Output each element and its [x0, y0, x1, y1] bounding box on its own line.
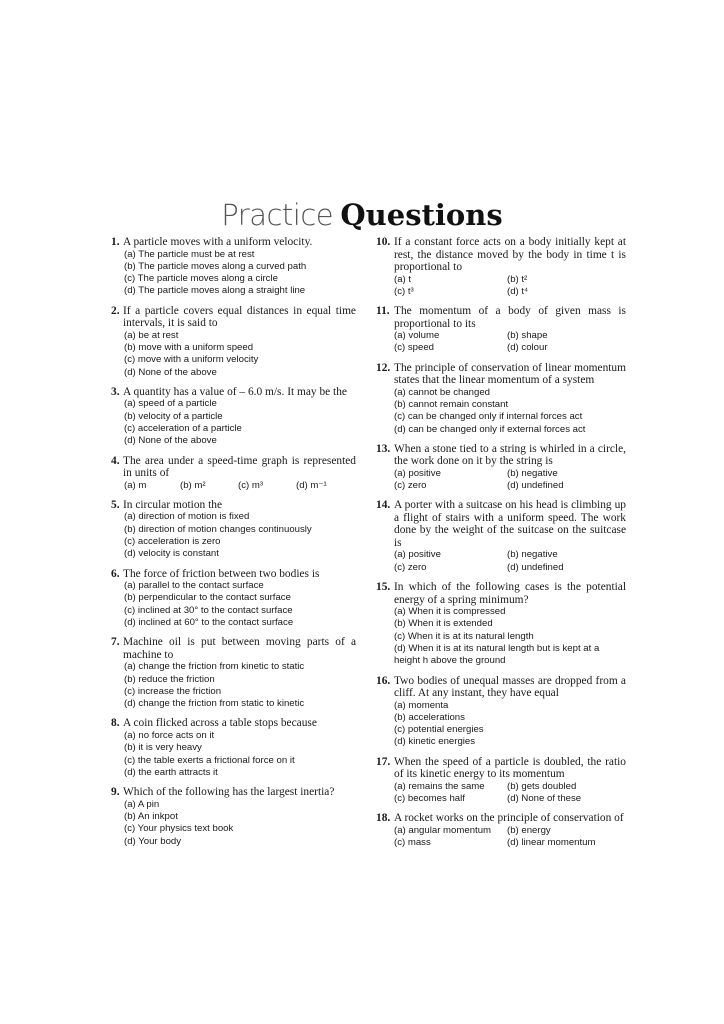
question-text: 4. The area under a speed-time graph is represented in units of — [111, 454, 356, 480]
option: (c) mass — [394, 837, 431, 849]
option: (c) When it is at its natural length — [394, 630, 534, 642]
option: (b) cannot remain constant — [394, 398, 509, 410]
option: (d) When it is at its natural length but is kept at a height h above the ground — [394, 642, 600, 667]
question-text: 5. In circular motion the — [111, 498, 223, 511]
option: (b) reduce the friction — [124, 673, 215, 685]
option: (d) kinetic energies — [394, 736, 476, 748]
option: (d) the earth attracts it — [124, 766, 218, 778]
question-number: 7. — [111, 636, 120, 649]
option: (c) acceleration is zero — [124, 535, 221, 547]
option-row — [376, 274, 626, 286]
option: (d) undefined — [507, 561, 564, 573]
option-row — [376, 549, 626, 561]
question-7 — [111, 636, 356, 710]
option: (a) cannot be changed — [394, 386, 491, 398]
option: (b) m² — [180, 479, 206, 491]
option: (b) accelerations — [394, 711, 465, 723]
question-2 — [111, 305, 356, 379]
option-row — [111, 480, 356, 492]
question-number: 9. — [111, 786, 120, 799]
option-row — [376, 562, 626, 574]
option: (a) volume — [394, 330, 440, 342]
option: (a) direction of motion is fixed — [124, 511, 250, 523]
option: (b) perpendicular to the contact surface — [124, 592, 291, 604]
left-column — [111, 236, 356, 855]
question-text: 16. Two bodies of unequal masses are dropped from a cliff. At any instant, they have equal — [376, 674, 626, 700]
question-number: 12. — [376, 361, 391, 374]
right-column — [376, 236, 626, 856]
option: (d) inclined at 60° to the contact surface — [124, 616, 294, 628]
option: (c) the table exerts a frictional force on it — [124, 754, 295, 766]
option: (c) can be changed only if internal forces act — [394, 411, 583, 423]
question-number: 2. — [111, 304, 120, 317]
option: (b) When it is extended — [394, 618, 493, 630]
option: (c) speed — [394, 342, 434, 354]
question-text: 17. When the speed of a particle is doubled, the ratio of its kinetic energy to its momentum — [376, 755, 626, 781]
option: (a) m — [124, 479, 147, 491]
option: (d) None of the above — [124, 366, 217, 378]
option-row — [376, 286, 626, 298]
option-row — [376, 480, 626, 492]
option: (c) The particle moves along a circle — [124, 273, 278, 285]
question-number: 16. — [376, 674, 391, 687]
question-number: 10. — [376, 236, 391, 248]
option: (b) t² — [507, 273, 528, 285]
title-bold: Questions — [340, 198, 503, 232]
option: (c) acceleration of a particle — [124, 422, 242, 434]
option-row — [376, 825, 626, 837]
option: (d) t⁴ — [507, 285, 529, 297]
question-text: 3. A quantity has a value of – 6.0 m/s. It may be the — [111, 385, 347, 398]
question-number: 15. — [376, 581, 391, 594]
option: (a) positive — [394, 549, 441, 561]
option: (a) momenta — [394, 699, 449, 711]
option: (c) potential energies — [394, 724, 484, 736]
question-number: 13. — [376, 442, 391, 455]
option: (d) The particle moves along a straight line — [124, 285, 306, 297]
option: (d) m⁻¹ — [296, 479, 327, 491]
question-text: 12. The principle of conservation of linear momentum states that the linear momentum of a system — [376, 361, 626, 387]
question-text: 14. A porter with a suitcase on his head is climbing up a flight of stairs with a uniform speed. The work done by the weight of the suitcase on the suitcase is — [376, 499, 626, 549]
question-number: 3. — [111, 385, 120, 398]
option: (a) t — [394, 273, 412, 285]
question-text: 8. A coin flicked across a table stops because — [111, 717, 317, 730]
page-title — [0, 197, 724, 234]
question-6 — [111, 568, 356, 630]
option: (d) None of these — [507, 793, 582, 805]
option: (a) angular momentum — [394, 824, 492, 836]
option-row — [376, 781, 626, 793]
option: (c) m³ — [238, 479, 264, 491]
option: (a) parallel to the contact surface — [124, 580, 264, 592]
question-5 — [111, 499, 356, 561]
question-13 — [376, 443, 626, 493]
option: (b) gets doubled — [507, 780, 577, 792]
option: (b) direction of motion changes continuously — [124, 523, 312, 535]
question-17 — [376, 756, 626, 806]
option: (d) change the friction from static to kinetic — [124, 698, 305, 710]
option-row — [376, 837, 626, 849]
question-text: 11. The momentum of a body of given mass is proportional to its — [376, 305, 626, 330]
option-row — [376, 342, 626, 354]
question-number: 6. — [111, 567, 120, 580]
option: (b) An inkpot — [124, 810, 178, 822]
question-12 — [376, 362, 626, 436]
question-9 — [111, 786, 356, 848]
question-text: 18. A rocket works on the principle of conservation of — [376, 812, 624, 825]
option: (c) zero — [394, 480, 427, 492]
option: (d) undefined — [507, 480, 564, 492]
question-16 — [376, 675, 626, 749]
option: (d) linear momentum — [507, 837, 596, 849]
question-15 — [376, 581, 626, 667]
option: (c) inclined at 30° to the contact surface — [124, 604, 293, 616]
question-number: 4. — [111, 454, 120, 467]
option: (b) negative — [507, 549, 558, 561]
option: (d) Your body — [124, 835, 182, 847]
option: (a) speed of a particle — [124, 398, 217, 410]
question-1 — [111, 236, 356, 298]
option: (c) increase the friction — [124, 685, 222, 697]
option: (c) Your physics text book — [124, 823, 234, 835]
question-text: 7. Machine oil is put between moving parts of a machine to — [111, 636, 356, 661]
question-number: 5. — [111, 498, 120, 511]
option: (a) positive — [394, 467, 441, 479]
option: (d) can be changed only if external forces act — [394, 423, 586, 435]
question-11 — [376, 305, 626, 355]
question-number: 17. — [376, 755, 391, 768]
option: (b) energy — [507, 824, 551, 836]
option: (b) velocity of a particle — [124, 410, 223, 422]
question-text: 2. If a particle covers equal distances in equal time intervals, it is said to — [111, 304, 356, 330]
question-text: 6. The force of friction between two bodies is — [111, 567, 320, 580]
question-4 — [111, 455, 356, 492]
question-number: 1. — [111, 236, 120, 248]
question-3 — [111, 386, 356, 448]
question-text: 1. A particle moves with a uniform velocity. — [111, 236, 313, 248]
option-row — [376, 468, 626, 480]
question-text: 15. In which of the following cases is the potential energy of a spring minimum? — [376, 581, 626, 606]
option-row — [376, 330, 626, 342]
option: (d) colour — [507, 342, 548, 354]
question-number: 8. — [111, 717, 120, 730]
option: (d) None of the above — [124, 435, 217, 447]
option: (a) A pin — [124, 798, 160, 810]
question-number: 18. — [376, 812, 391, 825]
title-light: Practice — [221, 198, 334, 232]
question-14 — [376, 499, 626, 574]
option: (d) velocity is constant — [124, 548, 219, 560]
option: (b) negative — [507, 467, 558, 479]
option: (b) it is very heavy — [124, 742, 202, 754]
option: (a) When it is compressed — [394, 606, 506, 618]
option: (b) shape — [507, 330, 548, 342]
option: (c) becomes half — [394, 793, 465, 805]
question-number: 11. — [376, 305, 390, 318]
option: (a) change the friction from kinetic to static — [124, 661, 305, 673]
question-number: 14. — [376, 499, 391, 512]
question-8 — [111, 717, 356, 779]
option: (b) The particle moves along a curved path — [124, 260, 307, 272]
option: (a) be at rest — [124, 329, 179, 341]
question-text: 9. Which of the following has the largest inertia? — [111, 786, 335, 799]
option: (a) no force acts on it — [124, 729, 215, 741]
question-10 — [376, 236, 626, 298]
option: (c) t³ — [394, 285, 414, 297]
option: (a) remains the same — [394, 780, 485, 792]
question-18 — [376, 812, 626, 849]
option: (c) zero — [394, 561, 427, 573]
question-text: 13. When a stone tied to a string is whirled in a circle, the work done on it by the string is — [376, 442, 626, 468]
option: (c) move with a uniform velocity — [124, 354, 259, 366]
option-row — [376, 793, 626, 805]
question-text: 10. If a constant force acts on a body initially kept at rest, the distance moved by the body in time t is proportional to — [376, 236, 626, 273]
option: (a) The particle must be at rest — [124, 248, 255, 260]
option: (b) move with a uniform speed — [124, 341, 254, 353]
